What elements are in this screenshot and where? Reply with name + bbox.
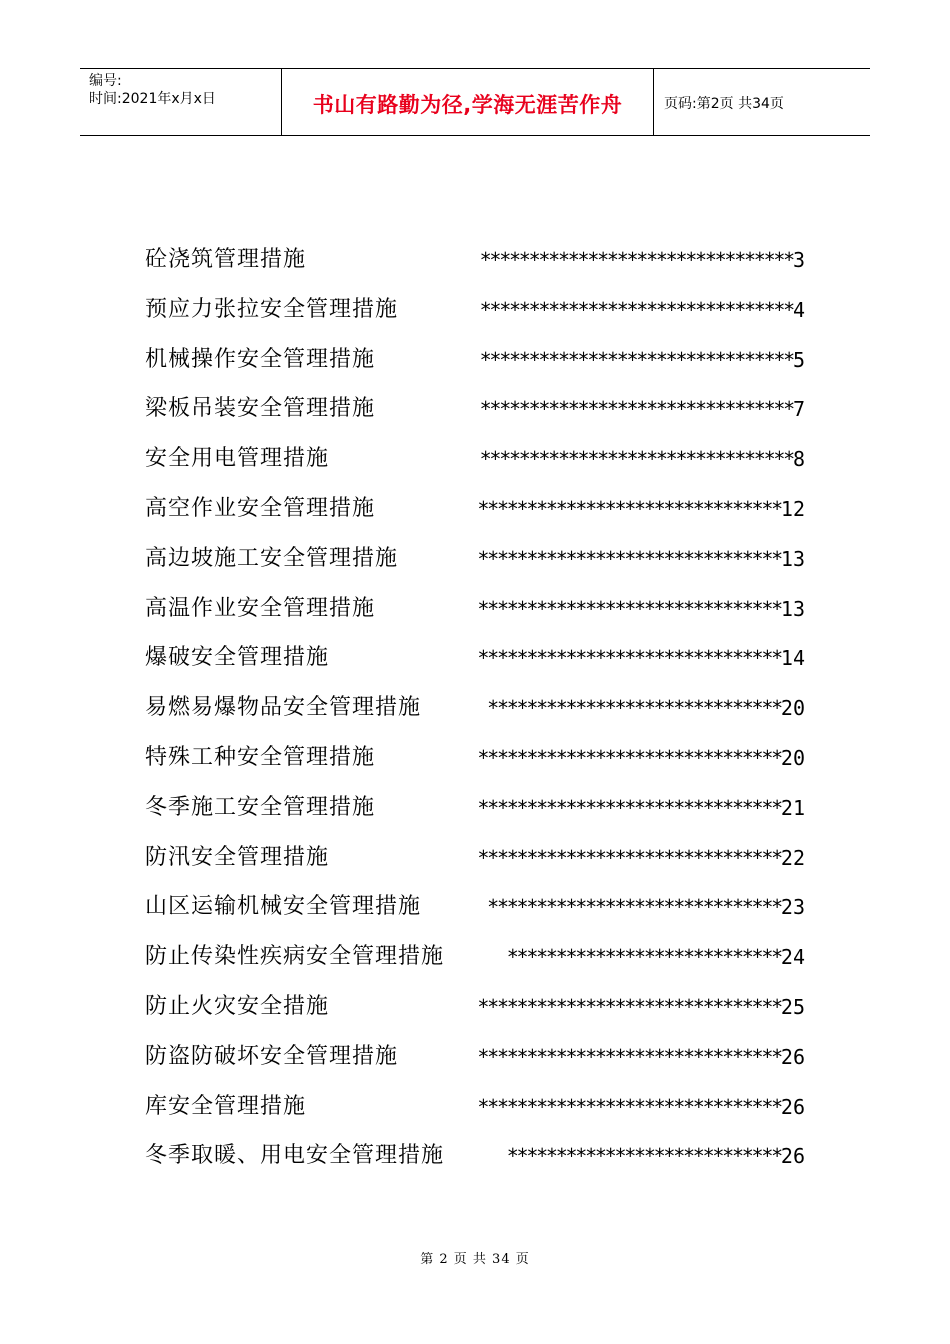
header-motto: 书山有路勤为径,学海无涯苦作舟	[312, 93, 623, 117]
page-footer: 第 2 页 共 34 页	[420, 1252, 530, 1267]
toc-entry-title: 预应力张拉安全管理措施	[145, 296, 399, 322]
toc-entry-leader	[477, 738, 805, 778]
toc-entry-page-number: 26	[780, 1144, 805, 1169]
toc-leader-dots: *******************************	[477, 845, 781, 870]
document-number-label: 编号:	[89, 73, 122, 89]
toc-entry	[145, 987, 805, 1037]
toc-entry-title: 防汛安全管理措施	[145, 844, 330, 870]
toc-entry	[145, 1136, 805, 1186]
toc-leader-dots: *******************************	[477, 745, 781, 770]
toc-entry-leader	[480, 290, 805, 330]
toc-entry-page-number: 14	[780, 646, 805, 671]
toc-entry	[145, 788, 805, 838]
toc-leader-dots: *******************************	[477, 795, 781, 820]
toc-entry	[145, 738, 805, 788]
toc-entry-title: 防盗防破坏安全管理措施	[145, 1043, 399, 1069]
header-motto-cell	[282, 69, 654, 135]
page-header	[80, 68, 870, 136]
toc-entry-page-number: 22	[780, 845, 805, 870]
toc-entry	[145, 688, 805, 738]
toc-leader-dots: *******************************	[477, 1094, 781, 1119]
toc-entry-leader	[480, 240, 805, 280]
toc-leader-dots: *******************************	[477, 546, 781, 571]
toc-leader-dots: ********************************	[479, 397, 793, 422]
toc-entry-page-number: 24	[780, 945, 805, 970]
toc-entry-leader	[477, 638, 805, 678]
toc-entry-leader	[480, 340, 805, 380]
toc-entry-leader	[477, 589, 805, 629]
toc-leader-dots: ****************************	[506, 1144, 781, 1169]
toc-entry-title: 库安全管理措施	[145, 1093, 307, 1119]
toc-entry-title: 高边坡施工安全管理措施	[145, 545, 399, 571]
toc-entry-title: 防止传染性疾病安全管理措施	[145, 944, 445, 970]
toc-leader-dots: ******************************	[487, 696, 781, 721]
toc-entry-page-number: 26	[780, 1094, 805, 1119]
toc-entry-leader	[477, 489, 805, 529]
toc-entry-leader	[480, 439, 805, 479]
toc-entry-title: 冬季施工安全管理措施	[145, 794, 376, 820]
toc-leader-dots: ********************************	[479, 248, 793, 272]
toc-entry	[145, 290, 805, 340]
toc-entry-page-number: 23	[780, 895, 805, 920]
toc-entry-leader	[477, 788, 805, 828]
toc-entry-title: 爆破安全管理措施	[145, 645, 330, 671]
toc-entry-page-number: 12	[780, 496, 805, 521]
toc-leader-dots: *******************************	[477, 596, 781, 621]
toc-entry-title: 高温作业安全管理措施	[145, 595, 376, 621]
toc-entry	[145, 887, 805, 937]
toc-entry-page-number: 7	[792, 397, 805, 422]
toc-entry-leader	[477, 987, 805, 1027]
toc-entry-leader	[487, 688, 805, 728]
toc-entry-title: 特殊工种安全管理措施	[145, 744, 376, 770]
header-meta	[80, 69, 282, 135]
toc-leader-dots: ****************************	[506, 945, 781, 970]
toc-entry-leader	[507, 937, 805, 977]
toc-entry-page-number: 26	[780, 1044, 805, 1069]
toc-entry-page-number: 5	[792, 347, 805, 372]
toc-entry-leader	[487, 887, 805, 927]
toc-entry-page-number: 8	[792, 447, 805, 472]
toc-entry	[145, 1087, 805, 1137]
toc-entry	[145, 389, 805, 439]
toc-entry	[145, 489, 805, 539]
toc-leader-dots: ********************************	[479, 297, 793, 322]
toc-leader-dots: ********************************	[479, 347, 793, 372]
toc-entry-leader	[477, 1037, 805, 1077]
toc-leader-dots: ********************************	[479, 447, 793, 472]
toc-entry-leader	[477, 539, 805, 579]
toc-entry	[145, 638, 805, 688]
toc-entry-title: 机械操作安全管理措施	[145, 346, 376, 372]
toc-entry-title: 安全用电管理措施	[145, 446, 330, 472]
toc-leader-dots: *******************************	[477, 1044, 781, 1069]
toc-leader-dots: *******************************	[477, 994, 781, 1019]
toc-entry-page-number: 4	[792, 297, 805, 322]
toc-entry-title: 砼浇筑管理措施	[145, 247, 307, 272]
table-of-contents	[145, 240, 805, 1186]
header-page-info: 页码:第2页 共34页	[664, 96, 784, 112]
toc-entry-leader	[477, 838, 805, 878]
toc-entry	[145, 838, 805, 888]
toc-entry-leader	[507, 1136, 805, 1176]
toc-entry	[145, 340, 805, 390]
toc-entry-leader	[477, 1087, 805, 1127]
document-time-label: 时间:2021年x月x日	[89, 91, 216, 107]
toc-entry-title: 冬季取暖、用电安全管理措施	[145, 1143, 445, 1169]
toc-entry	[145, 589, 805, 639]
toc-leader-dots: *******************************	[477, 496, 781, 521]
toc-entry-title: 高空作业安全管理措施	[145, 495, 376, 521]
toc-entry	[145, 539, 805, 589]
toc-entry-title: 防止火灾安全措施	[145, 993, 330, 1019]
toc-entry-page-number: 20	[780, 745, 805, 770]
toc-entry	[145, 1037, 805, 1087]
toc-entry-page-number: 25	[780, 994, 805, 1019]
toc-entry-page-number: 20	[780, 696, 805, 721]
toc-entry-page-number: 21	[780, 795, 805, 820]
toc-entry-title: 易燃易爆物品安全管理措施	[145, 695, 422, 721]
toc-entry-title: 山区运输机械安全管理措施	[145, 894, 422, 920]
toc-entry	[145, 240, 805, 290]
toc-leader-dots: ******************************	[487, 895, 781, 920]
toc-leader-dots: *******************************	[477, 646, 781, 671]
toc-entry-page-number: 13	[780, 596, 805, 621]
toc-entry-title: 梁板吊装安全管理措施	[145, 396, 376, 422]
toc-entry-page-number: 13	[780, 546, 805, 571]
toc-entry-page-number: 3	[792, 248, 805, 272]
toc-entry	[145, 937, 805, 987]
toc-entry	[145, 439, 805, 489]
toc-entry-leader	[480, 389, 805, 429]
